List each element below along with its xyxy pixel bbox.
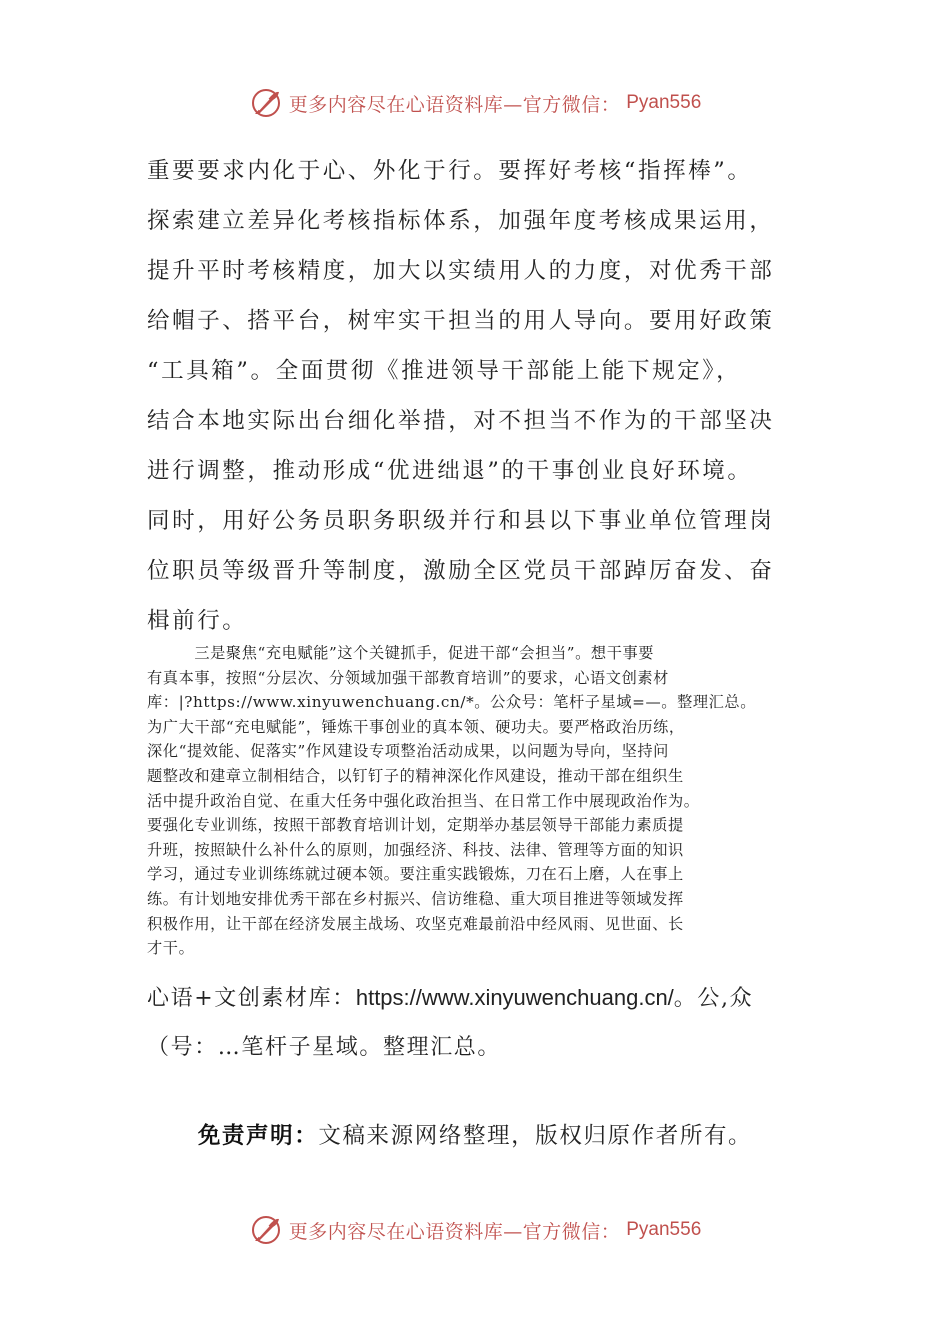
paragraph-line: 深化“提效能、促落实”作风建设专项整治活动成果，以问题为导向，坚持问 bbox=[147, 742, 669, 761]
paragraph-line: 三是聚焦“充电赋能”这个关键抓手，促进干部“会担当”。想干事要 bbox=[147, 644, 655, 662]
main-line: 位职员等级晋升等制度，激励全区党员干部踔厉奋发、奋 bbox=[147, 558, 775, 584]
main-line: 结合本地实际出台细化举措，对不担当不作为的干部坚决 bbox=[147, 408, 775, 434]
source-note-line-2: （号：…笔杆子星域。整理汇总。 bbox=[147, 1035, 502, 1060]
banner-text: 更多内容尽在心语资料库—官方微信： bbox=[288, 1220, 621, 1243]
source-note-prefix: 心语+文创素材库： bbox=[147, 986, 356, 1011]
footer-banner bbox=[0, 1213, 950, 1247]
disclaimer-text: 文稿来源网络整理，版权归原作者所有。 bbox=[318, 1123, 753, 1149]
main-line: “工具箱”。全面贯彻《推进领导干部能上能下规定》， bbox=[147, 358, 742, 384]
paragraph-line: 题整改和建章立制相结合，以钉钉子的精神深化作风建设，推动干部在组织生 bbox=[147, 766, 684, 785]
banner-wechat-id: Pyan556 bbox=[626, 1219, 702, 1240]
paragraph-line: 为广大干部“充电赋能”，锤炼干事创业的真本领、硬功夫。要严格政治历练， bbox=[147, 717, 685, 736]
main-line: 楫前行。 bbox=[147, 608, 248, 634]
paragraph-line: 有真本事，按照“分层次、分领域加强干部教育培训”的要求，心语文创素材 bbox=[147, 668, 669, 687]
source-note-suffix: 。公,众 bbox=[673, 986, 754, 1011]
section-three-paragraph bbox=[147, 641, 815, 961]
banner-text: 更多内容尽在心语资料库—官方微信： bbox=[288, 93, 621, 116]
main-line: 探索建立差异化考核指标体系，加强年度考核成果运用， bbox=[147, 208, 775, 234]
source-note bbox=[147, 973, 827, 1073]
source-note-line-1 bbox=[147, 973, 827, 1023]
disclaimer-label: 免责声明： bbox=[197, 1123, 319, 1149]
paragraph-line: 活中提升政治自觉、在重大任务中强化政治担当、在日常工作中展现政治作为。 bbox=[147, 791, 700, 810]
main-paragraph bbox=[147, 146, 807, 646]
main-line: 重要要求内化于心、外化于行。要挥好考核“指挥棒”。 bbox=[147, 158, 753, 184]
quill-pen-logo-icon bbox=[249, 86, 283, 120]
main-line: 给帽子、搭平台，树牢实干担当的用人导向。要用好政策 bbox=[147, 308, 775, 334]
banner-wechat-id: Pyan556 bbox=[626, 92, 702, 113]
paragraph-line: 才干。 bbox=[147, 939, 195, 958]
source-url: https://www.xinyuwenchuang.cn/ bbox=[355, 985, 674, 1010]
main-line: 进行调整，推动形成“优进绌退”的干事创业良好环境。 bbox=[147, 458, 753, 484]
paragraph-line: 库：|?https://www.xinyuwenchuang.cn/*。公众号：笔杆子星域=—。整理汇总。 bbox=[147, 693, 757, 712]
paragraph-line: 要强化专业训练，按照干部教育培训计划，定期举办基层领导干部能力素质提 bbox=[147, 816, 684, 835]
main-line: 提升平时考核精度，加大以实绩用人的力度，对优秀干部 bbox=[147, 258, 775, 284]
disclaimer bbox=[0, 1118, 950, 1150]
paragraph-line: 学习，通过专业训练练就过硬本领。要注重实践锻炼，刀在石上磨，人在事上 bbox=[147, 865, 684, 884]
paragraph-line: 练。有计划地安排优秀干部在乡村振兴、信访维稳、重大项目推进等领域发挥 bbox=[147, 889, 684, 908]
quill-pen-logo-icon bbox=[249, 1213, 283, 1247]
paragraph-line: 升班，按照缺什么补什么的原则，加强经济、科技、法律、管理等方面的知识 bbox=[147, 840, 684, 859]
header-banner bbox=[0, 86, 950, 120]
main-line: 同时，用好公务员职务职级并行和县以下事业单位管理岗 bbox=[147, 508, 775, 534]
paragraph-line: 积极作用，让干部在经济发展主战场、攻坚克难最前沿中经风雨、见世面、长 bbox=[147, 914, 684, 933]
